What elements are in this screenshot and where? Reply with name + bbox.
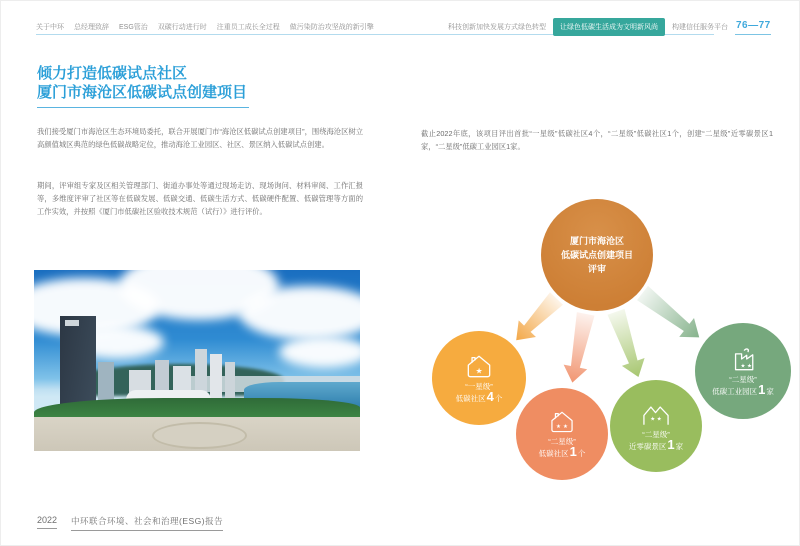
node-label-prefix: 近零碳景区 [628,441,667,451]
nav-item-tech-innovation: 科技创新加快发展方式绿色转型 [448,24,546,31]
node-count: 4 [486,388,494,404]
header-chapter-nav [36,22,374,32]
node-label-prefix: 低碳工业园区 [712,386,758,396]
node-label-suffix: 家 [766,386,774,396]
nav-item-pollution-control: 做污染防治攻坚战的新引擎 [289,24,374,31]
node-star-level: “一星级” [465,381,493,391]
diagram-hub-circle [541,199,653,311]
nav-item-esg-governance: ESG管治 [119,24,148,31]
node-label-prefix: 低碳社区 [455,393,486,403]
body-paragraph-1: 我们接受厦门市海沧区生态环境局委托，联合开展厦门市“海沧区低碳试点创建项目”，围绕海沧区树立高颜值城区典范的绿色低碳战略定位，推动海沧工业园区、社区、景区纳入低碳试点创建。 [37,127,363,149]
arrow-to-one-star-community [508,290,566,348]
node-industrial-park [695,323,791,419]
arrow-to-two-star-community [561,312,598,385]
svg-text:★: ★ [656,416,662,422]
node-label [712,381,774,397]
page-title [37,64,247,102]
hub-line2: 低碳试点创建项目 [560,250,633,260]
node-star-level: “二星级” [548,437,576,446]
house-one-star-icon [464,353,494,379]
node-star-level: “二星级” [729,374,757,384]
node-label [628,436,684,452]
nav-item-trust-service: 构建信任服务平台 [672,24,728,31]
title-underline [37,107,249,108]
svg-text:★: ★ [562,424,569,431]
node-label [538,444,586,459]
photo-cloud [239,286,360,340]
photo-cloud [279,336,360,368]
svg-text:★: ★ [740,362,746,369]
nav-item-active-chapter-badge: 让绿色低碳生活成为文明新风尚 [553,18,665,36]
node-star-level: “二星级” [642,429,670,439]
page-title-line1: 倾力打造低碳试点社区 [37,65,188,82]
page-number: 76—77 [736,20,771,31]
node-count: 1 [569,444,577,459]
node-near-zero-scenic [610,380,702,472]
low-carbon-award-diagram [421,193,800,481]
node-count: 1 [667,436,675,452]
node-label [455,388,503,404]
photo-tower-sign [65,320,79,326]
hub-line3: 评审 [587,264,606,274]
node-label-prefix: 低碳社区 [538,449,569,458]
factory-icon [727,346,759,372]
node-count: 1 [758,381,766,397]
cityscape-photo [34,270,360,451]
photo-plaza-circle [152,422,247,449]
house-two-star-icon [548,409,576,434]
arrow-to-industrial-park [635,284,707,347]
node-one-star-community [432,331,526,425]
footer-year: 2022 [37,515,57,529]
body-paragraph-right: 截止2022年底，该项目评出首批“一星级”低碳社区4个，“二星级”低碳社区1个，创建“二星级”近零碳景区1家，“二星级”低碳工业园区1家。 [421,129,773,151]
photo-building [98,362,114,404]
node-label-suffix: 家 [675,441,684,451]
footer-report-title: 中环联合环境、社会和治理(ESG)报告 [71,515,223,531]
header-chapter-nav-right [448,18,728,36]
svg-text:★: ★ [475,365,483,375]
nav-item-employee-growth: 注重员工成长全过程 [216,24,280,31]
arrow-to-near-zero-scenic [605,308,650,381]
svg-text:★: ★ [650,416,656,422]
node-label-suffix: 个 [577,449,586,458]
node-label-suffix: 个 [494,393,503,403]
svg-text:★: ★ [555,424,562,431]
nav-item-dual-carbon: 双碳行动进行时 [157,24,207,31]
mountain-icon [640,401,672,427]
nav-item-about: 关于中环 [36,24,64,31]
page-number-underline [735,34,771,35]
svg-text:★: ★ [747,362,752,369]
body-paragraph-2: 期间，评审组专家及区相关管理部门、街道办事处等通过现场走访、现场询问、材料审阅、工作汇报等，多维度评审了社区等在低碳发展、低碳交通、低碳生活方式、低碳硬件配置、低碳管理等方面的工作实效，并按照《厦门市低碳社区验收技术规范（试行）》进行评价。 [37,181,363,216]
node-two-star-community [516,388,608,480]
page-title-line2: 厦门市海沧区低碳试点创建项目 [37,84,248,101]
hub-line1: 厦门市海沧区 [569,236,624,246]
nav-item-gm-message: 总经理致辞 [74,24,109,31]
